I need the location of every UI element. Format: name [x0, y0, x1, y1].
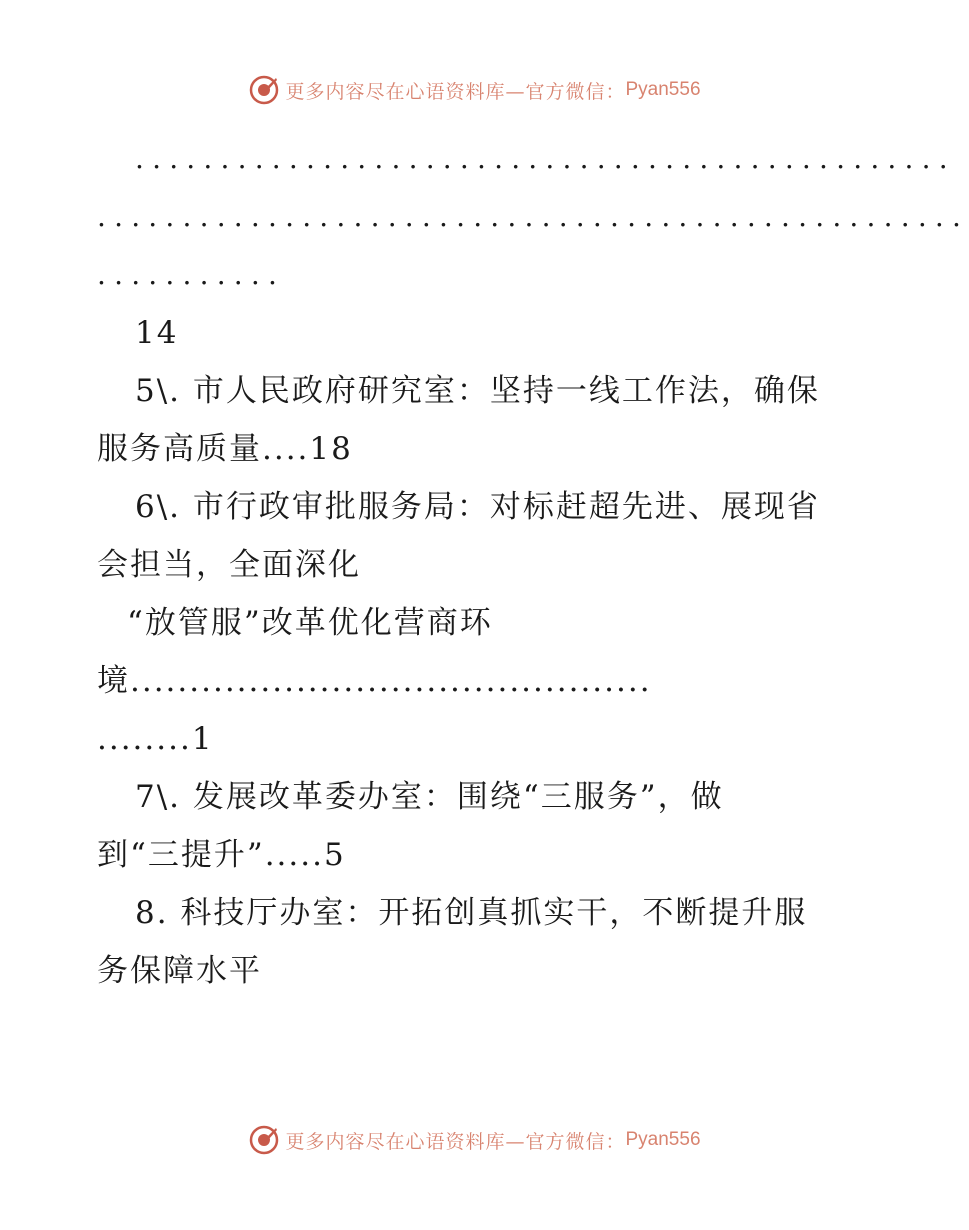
footer-watermark	[0, 1120, 950, 1160]
watermark-wechat: Pyan556	[625, 79, 701, 100]
text-line: ...................................................	[97, 200, 969, 233]
pen-logo-icon	[249, 1125, 279, 1155]
text-line: 会担当，全面深化	[97, 547, 361, 583]
text-line: 5\. 市人民政府研究室：坚持一线工作法，确保	[135, 373, 820, 409]
text-line: 7\. 发展改革委办室：围绕“三服务”，做	[135, 779, 724, 815]
text-line: “放管服”改革优化营商环	[127, 605, 493, 641]
watermark-wechat: Pyan556	[625, 1129, 701, 1150]
text-line: 14	[135, 315, 179, 351]
text-line: ................................................	[135, 142, 956, 175]
text-line: 6\. 市行政审批服务局：对标赶超先进、展现省	[135, 489, 820, 525]
watermark-text: 更多内容尽在心语资料库—官方微信：	[285, 1130, 626, 1153]
text-line: ........1	[97, 721, 214, 757]
text-line: 8. 科技厅办室：开拓创真抓实干，不断提升服	[135, 895, 808, 931]
text-line: 到“三提升”.....5	[97, 837, 346, 873]
text-line: 服务高质量....18	[97, 431, 353, 467]
header-watermark	[0, 70, 950, 110]
pen-logo-icon	[249, 75, 279, 105]
text-line: 境............................................	[97, 663, 652, 699]
text-line: ...........	[97, 258, 286, 291]
text-line: 务保障水平	[97, 953, 262, 989]
document-body	[97, 130, 969, 1000]
watermark-text: 更多内容尽在心语资料库—官方微信：	[285, 80, 626, 103]
